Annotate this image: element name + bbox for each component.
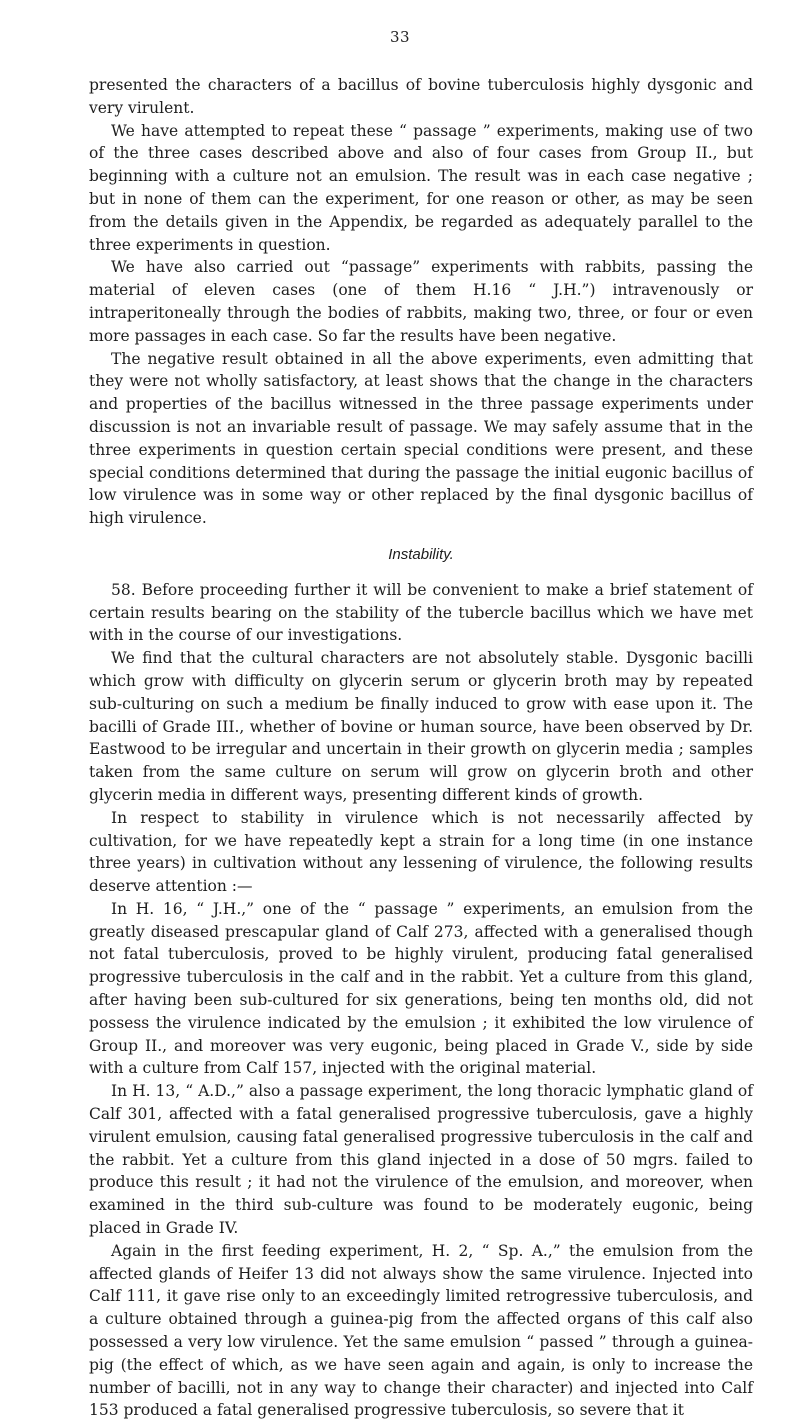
paragraph-58: 58. Before proceeding further it will be convenient to make a brief statement of certain results bearing on the stability of the tubercle bacillus which we have met with in the course of our investigations. (89, 580, 753, 645)
paragraph-h16: In H. 16, “ J.H.,” one of the “ passage ” experiments, an emulsion from the greatly diseased prescapular gland of Calf 273, affected with a generalised though not fatal tuberculosis, proved to be highly virulent, producing fatal generalised progressive tuberculosis in the calf and in the rabbit. Yet a culture from this gland, after having been sub-cultured for six generations, being ten months old, did not possess the virulence indicated by the emulsion ; it exhibited the low virulence of Group II., and moreover was very eugonic, being placed in Grade V., side by side with a culture from Calf 157, injected with the original material. (89, 899, 753, 1078)
paragraph-cultural-characters: We find that the cultural characters are not absolutely stable. Dysgonic bacilli which grow with difficulty on glycerin serum or glycerin broth may by repeated sub-culturing on such a medium be finally induced to grow with ease upon it. The bacilli of Grade III., whether of bovine or human source, have been observed by Dr. Eastwood to be irregular and uncertain in their growth on glycerin media ; samples taken from the same culture on serum will grow on glycerin broth and other glycerin media in different ways, presenting different kinds of growth. (89, 649, 753, 804)
paragraph-stability-virulence: In respect to stability in virulence which is not necessarily affected by cultivation, for we have repeatedly kept a strain for a long time (in one instance three years) in cultivation without any lessening of virulence, the following results deserve attention :— (89, 808, 753, 896)
paragraph-negative-result: The negative result obtained in all the above experiments, even admitting that they were not wholly satisfactory, at least shows that the change in the characters and properties of the bacillus witnessed in the three passage experiments under discussion is not an invariable result of passage. We may safely assume that in the three experiments in question certain special conditions were present, and these special conditions determined that during the passage the initial eugonic bacillus of low virulence was in some way or other replaced by the final dysgonic bacillus of high virulence. (89, 349, 753, 528)
paragraph-h13: In H. 13, “ A.D.,” also a passage experiment, the long thoracic lymphatic gland of Calf 301, affected with a fatal generalised progressive tuberculosis, gave a highly virulent emulsion, causing fatal generalised progressive tuberculosis in the calf and the rabbit. Yet a culture from this gland injected in a dose of 50 mgrs. failed to produce this result ; it had not the virulence of the emulsion, and moreover, when examined in the third sub-culture was found to be moderately eugonic, being placed in Grade IV. (89, 1082, 753, 1238)
paragraph-rabbit-passage: We have also carried out “passage” experiments with rabbits, passing the material of eleven cases (one of them H.16 “ J.H.”) intravenously or intraperitoneally through the bodies of rabbits, making two, three, or four or even more passages in each case. So far the results have been negative. (89, 258, 753, 345)
section-heading-instability: Instability. (388, 545, 454, 563)
paragraph-h2: Again in the first feeding experiment, H. 2, “ Sp. A.,” the emulsion from the affected glands of Heifer 13 did not always show the same virulence. Injected into Calf 111, it gave rise only to an exceedingly limited retrogressive tuberculosis, and a culture obtained through a guinea-pig from the affected organs of this calf also possessed a very low virulence. Yet the same emulsion “ passed ” through a guinea-pig (the effect of which, as we have seen again and again, is only to increase the number of bacilli, not in any way to change their character) and injected into Calf 153 produced a fatal generalised progressive tuberculosis, so severe that it (89, 1241, 753, 1420)
page-number: 33 (389, 28, 411, 46)
text-body (89, 74, 753, 1422)
paragraph-continuation: presented the characters of a bacillus of bovine tuberculosis highly dysgonic and very virulent. (89, 76, 753, 117)
paragraph-passage-experiments: We have attempted to repeat these “ passage ” experiments, making use of two of the three cases described above and also of four cases from Group II., but beginning with a culture not an emulsion. The result was in each case negative ; but in none of them can the experiment, for one reason or other, as may be seen from the details given in the Appendix, be regarded as adequately parallel to the three experiments in question. (89, 121, 753, 254)
